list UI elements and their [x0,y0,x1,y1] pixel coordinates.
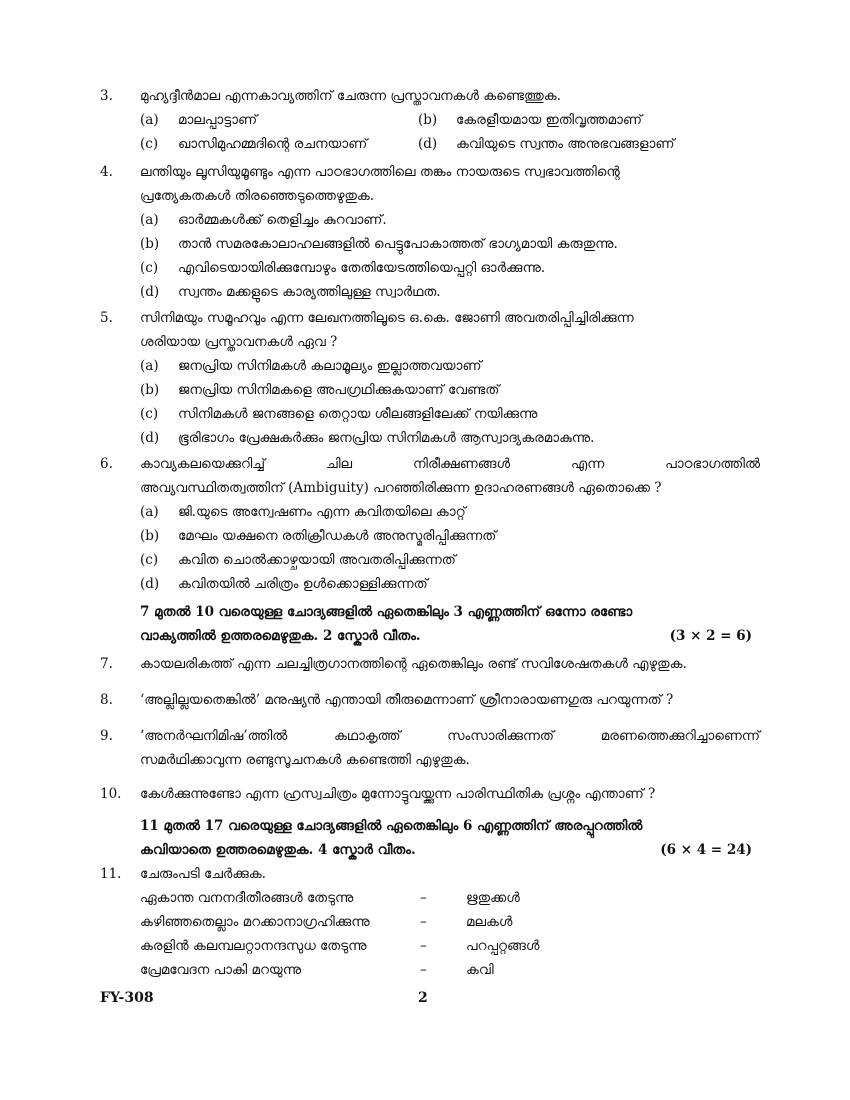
question-5 [100,306,760,450]
question-9 [100,724,760,772]
question-text: സമർഥിക്കാവുന്ന രണ്ടുസൂചനകൾ കണ്ടെത്തി എഴുതുക. [140,752,470,768]
option-text: ജി.യുടെ അന്വേഷണം എന്ന കവിതയിലെ കാറ്റ് [178,504,466,520]
option-label: (a) [140,112,159,128]
option-label: (d) [140,284,160,300]
option-text: മാലപ്പാട്ടാണ് [178,112,258,128]
question-number: 6. [100,456,113,472]
question-text: കേൾക്കുന്നുണ്ടോ എന്ന ഹ്രസ്വചിത്രം മുന്നോട്ടുവയ്ക്കുന്ന പാരിസ്ഥിതിക പ്രശ്നം എന്താണ് ? [140,786,656,802]
question-3 [100,84,760,156]
question-text: കാവ്യകലയെക്കുറിച്ച് ചില നിരീക്ഷണങ്ങൾ എന്ന പാഠഭാഗത്തിൽ [140,456,760,472]
option-row [140,108,760,132]
match-right: മലകൾ [466,914,513,930]
option-label: (c) [140,136,159,152]
match-left: കരളിൻ കലമ്പലറ്റാനന്ദസുധ തേടുന്നു [140,938,367,954]
match-dash: – [420,890,427,906]
question-text: ‘അല്ലില്ലയതെങ്കിൽ’ മനുഷ്യൻ എന്തായി തീരുമെന്നാണ് ശ്രീനാരായണഗുരു പറയുന്നത് ? [140,692,674,708]
instruction-text: വാക്യത്തിൽ ഉത്തരമെഴുതുക. 2 സ്കോർ വീതം. [140,628,421,644]
question-text: സിനിമയും സമൂഹവും എന്ന ലേഖനത്തിലൂടെ ഒ.കെ. ജോണി അവതരിപ്പിച്ചിരിക്കുന്ന [140,310,634,326]
question-text: കായലരികത്ത് എന്ന ചലച്ചിത്രഗാനത്തിന്റെ ഏതെങ്കിലും രണ്ട് സവിശേഷതകൾ എഴുതുക. [140,656,687,672]
option-a [140,208,760,232]
option-text: ജനപ്രിയ സിനിമകളെ അപഗ്രഥിക്കുകയാണ് വേണ്ടത് [178,382,500,398]
option-d [140,426,760,450]
match-left: പ്രേമവേദന പാകി മറയുന്നു [140,962,302,978]
option-label: (b) [140,382,160,398]
option-label: (b) [140,528,160,544]
question-10 [100,782,760,806]
option-d [140,280,760,304]
question-number: 4. [100,164,113,180]
option-label: (d) [140,430,160,446]
match-dash: – [420,914,427,930]
option-b [140,524,760,548]
question-number: 11. [100,866,122,882]
option-label: (c) [140,406,159,422]
option-text: എവിടെയായിരിക്കുമ്പോഴും തേതിയേടത്തിയെപ്പറ്റി ഓർക്കുന്നു. [178,260,546,276]
option-d [140,572,760,596]
instruction-text: കവിയാതെ ഉത്തരമെഴുതുക. 4 സ്കോർ വീതം. [140,842,416,858]
option-text: കവിയുടെ സ്വന്തം അനുഭവങ്ങളാണ് [456,136,675,152]
section-instruction-1 [140,600,752,648]
match-left: കഴിഞ്ഞതെല്ലാം മറക്കാനാഗ്രഹിക്കുന്നു [140,914,370,930]
option-label: (d) [140,576,160,592]
question-text: പ്രത്യേകതകൾ തിരഞ്ഞെടുത്തെഴുതുക. [140,188,375,204]
paper-code: FY-308 [100,990,154,1006]
option-label: (a) [140,504,159,520]
question-text: ‘അനർഘനിമിഷ’ത്തിൽ കഥാകൃത്ത് സംസാരിക്കുന്നത് മരണത്തെക്കുറിച്ചാണെന്ന് [140,728,760,744]
option-label: (a) [140,358,159,374]
option-text: ഓർമ്മകൾക്ക് തെളിച്ചം കുറവാണ്. [178,212,387,228]
option-text: സിനിമകൾ ജനങ്ങളെ തെറ്റായ ശീലങ്ങളിലേക്ക് നയിക്കുന്നു [178,406,538,422]
match-right: പറപ്പറ്റങ്ങൾ [466,938,540,954]
option-a [140,500,760,524]
question-text: ചേരുംപടി ചേർക്കുക. [140,866,266,882]
option-text: മേഘം യക്ഷനെ രതിക്രീഡകൾ അനുസ്മരിപ്പിക്കുന്നത് [178,528,497,544]
question-8 [100,688,760,712]
question-7 [100,652,760,676]
question-number: 10. [100,786,122,802]
question-text: മുഹ്യദ്ദീൻമാല എന്നകാവ്യത്തിന് ചേരുന്ന പ്രസ്താവനകൾ കണ്ടെത്തുക. [140,88,561,104]
match-right: ഋതുക്കൾ [466,890,520,906]
option-text: ഭൂരിഭാഗം പ്രേക്ഷകർക്കും ജനപ്രിയ സിനിമകൾ ആസ്വാദ്യകരമാകുന്നു. [178,430,595,446]
question-text: അവ്യവസ്ഥിതത്വത്തിന് (Ambiguity) പറഞ്ഞിരിക്കുന്ന ഉദാഹരണങ്ങൾ ഏതൊക്കെ ? [140,480,662,496]
question-number: 9. [100,728,113,744]
match-row [140,958,760,982]
match-row [140,934,760,958]
option-text: താൻ സമരകോലാഹലങ്ങളിൽ പെട്ടുപോകാത്തത് ഭാഗ്യമായി കരുതുന്നു. [178,236,618,252]
match-left: ഏകാന്ത വനനദീതീരങ്ങൾ തേടുന്നു [140,890,354,906]
option-text: ജനപ്രിയ സിനിമകൾ കലാമൂല്യം ഇല്ലാത്തവയാണ് [178,358,482,374]
option-label: (c) [140,260,159,276]
question-text: ലന്തിയും ലൂസിയുമൂണ്ടും എന്ന പാഠഭാഗത്തിലെ തങ്കം നായരുടെ സ്വഭാവത്തിന്റെ [140,164,620,180]
option-c [140,256,760,280]
question-4 [100,160,760,304]
option-row [140,132,760,156]
match-row [140,886,760,910]
option-text: ഖാസിമുഹമ്മദിന്റെ രചനയാണ് [178,136,368,152]
match-dash: – [420,962,427,978]
option-text: കേരളീയമായ ഇതിവൃത്തമാണ് [456,112,642,128]
question-number: 3. [100,88,113,104]
instruction-text: 7 മുതൽ 10 വരെയുള്ള ചോദ്യങ്ങളിൽ ഏതെങ്കിലും 3 എണ്ണത്തിന് ഒന്നോ രണ്ടോ [140,604,633,620]
marks-allocation: (3 × 2 = 6) [669,628,752,644]
option-c [140,402,760,426]
match-right: കവി [466,962,494,978]
option-a [140,354,760,378]
option-c [140,548,760,572]
section-instruction-2 [140,814,752,862]
question-number: 8. [100,692,113,708]
question-11 [100,862,760,982]
option-text: കവിതയിൽ ചരിത്രം ഉൾക്കൊള്ളിക്കുന്നത് [178,576,428,592]
option-text: സ്വന്തം മക്കളുടെ കാര്യത്തിലുള്ള സ്വാർഥത. [178,284,441,300]
option-text: കവിത ചൊൽക്കാഴ്ചയായി അവതരിപ്പിക്കുന്നത് [178,552,456,568]
marks-allocation: (6 × 4 = 24) [660,842,752,858]
option-b [140,378,760,402]
page-number: 2 [418,990,428,1006]
option-label: (b) [140,236,160,252]
option-label: (a) [140,212,159,228]
question-6 [100,452,760,596]
option-label: (d) [418,136,438,152]
question-number: 7. [100,656,113,672]
option-label: (b) [418,112,438,128]
option-b [140,232,760,256]
question-number: 5. [100,310,113,326]
instruction-text: 11 മുതൽ 17 വരെയുള്ള ചോദ്യങ്ങളിൽ ഏതെങ്കിലും 6 എണ്ണത്തിന് അരപ്പുറത്തിൽ [140,818,643,834]
option-label: (c) [140,552,159,568]
match-row [140,910,760,934]
match-dash: – [420,938,427,954]
question-text: ശരിയായ പ്രസ്താവനകൾ ഏവ ? [140,334,338,350]
